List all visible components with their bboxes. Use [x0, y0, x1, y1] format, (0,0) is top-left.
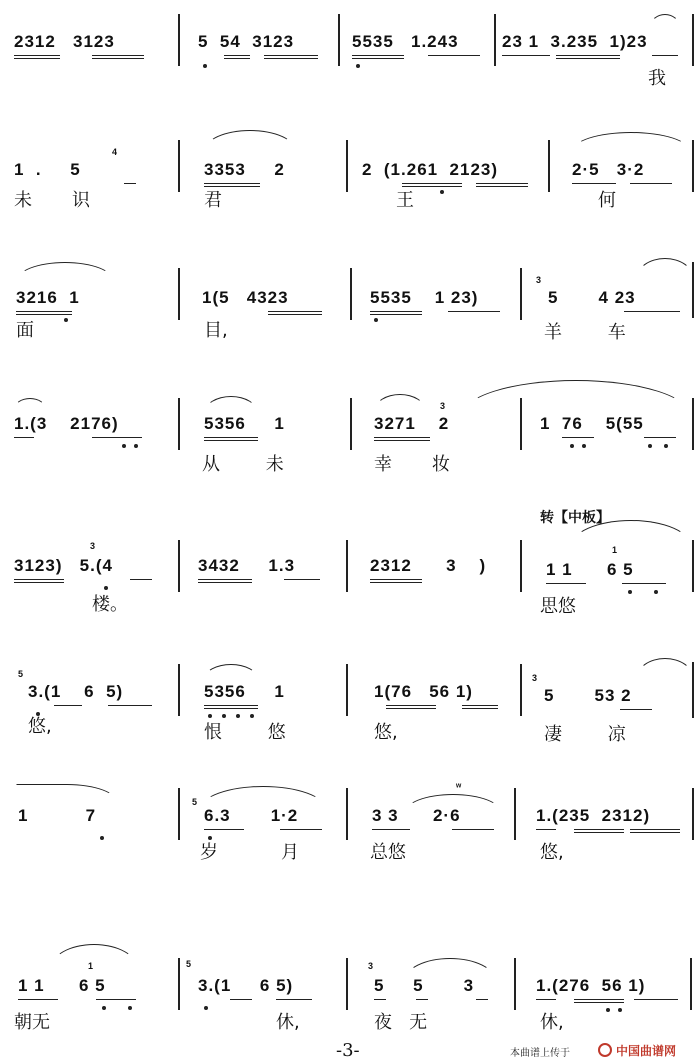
barline [178, 14, 180, 66]
underline [462, 708, 498, 709]
slur [50, 944, 138, 969]
underline [556, 58, 620, 59]
underline [620, 709, 652, 710]
lyrics-r7-m2: 岁 月 [200, 842, 299, 863]
lyrics-r4-m2: 从 未 [202, 454, 284, 475]
underline [634, 999, 678, 1000]
underline [374, 440, 430, 441]
underline [402, 183, 462, 184]
notes-r8-m1: 1 1 6 5 [18, 976, 106, 995]
notes-r6-m3: 1(76 56 1) [374, 682, 473, 701]
notes-r1-m1: 2312 3123 [14, 32, 115, 51]
notes-r8-m2: 3.(1 6 5) [198, 976, 294, 995]
low-octave-dot [664, 444, 668, 448]
slur [636, 658, 694, 679]
underline [428, 55, 480, 56]
lyrics-r7-m4: 悠, [540, 842, 564, 863]
notes-r8-m4: 1.(276 56 1) [536, 976, 646, 995]
underline [386, 708, 436, 709]
underline [370, 314, 422, 315]
underline [14, 55, 60, 56]
grace-note: 5 [186, 959, 192, 969]
low-octave-dot [104, 586, 108, 590]
underline [416, 999, 428, 1000]
underline [370, 311, 422, 312]
barline [692, 140, 694, 192]
underline [630, 829, 680, 830]
slur [374, 394, 426, 411]
underline [230, 999, 252, 1000]
underline [92, 55, 144, 56]
low-octave-dot [222, 714, 226, 718]
notes-r7-m2: 6.3 1·2 [204, 806, 299, 825]
grace-note: 3 [532, 673, 538, 683]
slur [204, 130, 296, 151]
low-octave-dot [628, 590, 632, 594]
notes-r4-m3: 3271 2 [374, 414, 450, 433]
notes-r7-m3: 3 3 2·6 [372, 806, 461, 825]
lyrics-r2-m3: 王 [396, 190, 414, 211]
grace-note: 1 [88, 961, 94, 971]
barline [178, 268, 180, 320]
barline [520, 540, 522, 592]
notes-r3-m4: 5 4 23 [548, 288, 636, 307]
underline [224, 58, 250, 59]
underline [204, 440, 258, 441]
notes-r5-m2: 3432 1.3 [198, 556, 296, 575]
barline [692, 540, 694, 592]
underline [644, 437, 676, 438]
underline [574, 999, 624, 1000]
low-octave-dot [618, 1008, 622, 1012]
low-octave-dot [440, 190, 444, 194]
underline [264, 55, 318, 56]
barline [178, 664, 180, 716]
grace-note: 5 [18, 669, 24, 679]
underline [476, 183, 528, 184]
slur [636, 258, 694, 279]
notes-r8-m3: 5 5 3 [374, 976, 475, 995]
underline [14, 582, 64, 583]
notes-r2-m3: 2 (1.261 2123) [362, 160, 499, 179]
lyrics-r5-m4: 思悠 [540, 596, 576, 617]
slur [204, 396, 258, 413]
underline [96, 999, 136, 1000]
underline [130, 579, 152, 580]
lyrics-r3-m2: 目, [204, 320, 228, 341]
lyrics-r2-m1: 未 识 [14, 190, 91, 211]
barline [690, 958, 692, 1010]
notes-r7-m1: 1 7 [18, 806, 97, 825]
low-octave-dot [102, 1006, 106, 1010]
underline [402, 186, 462, 187]
barline [692, 262, 694, 318]
underline [268, 311, 322, 312]
lyrics-r8-m3: 夜 无 [374, 1012, 428, 1033]
notes-r1-m4: 23 1 3.235 1)23 [502, 32, 648, 51]
barline [178, 140, 180, 192]
underline [536, 829, 556, 830]
underline [556, 55, 620, 56]
underline [624, 311, 680, 312]
underline [562, 437, 594, 438]
notes-r4-m1: 1.(3 2176) [14, 414, 119, 433]
mordent-icon: ʷ [456, 782, 462, 793]
barline [178, 540, 180, 592]
underline [16, 314, 72, 315]
underline [264, 58, 318, 59]
underline [536, 999, 556, 1000]
lyrics-r1-m4: 我 [648, 68, 666, 89]
underline [352, 55, 404, 56]
underline [198, 582, 252, 583]
notes-r5-m1: 3123) 5.(4 [14, 556, 113, 575]
low-octave-dot [374, 318, 378, 322]
lyrics-r8-m2: 休, [276, 1012, 300, 1033]
low-octave-dot [134, 444, 138, 448]
notes-r1-m2: 5 54 3123 [198, 32, 295, 51]
low-octave-dot [208, 836, 212, 840]
barline [514, 958, 516, 1010]
underline [14, 437, 34, 438]
notes-r4-m2: 5356 1 [204, 414, 285, 433]
underline [448, 311, 500, 312]
underline [276, 999, 312, 1000]
slur [460, 380, 692, 417]
underline [204, 183, 260, 184]
page-number: -3- [336, 1040, 360, 1061]
notes-r2-m1: 1 . 5 [14, 160, 81, 179]
notes-r2-m2: 3353 2 [204, 160, 285, 179]
slur [204, 664, 258, 679]
underline [352, 58, 404, 59]
low-octave-dot [204, 1006, 208, 1010]
notes-r6-m4: 5 53 2 [544, 686, 632, 705]
lyrics-r5-m1: 楼。 [92, 594, 128, 615]
underline [630, 183, 672, 184]
underline [124, 183, 136, 184]
notes-r4-m4: 1 76 5(55 [540, 414, 644, 433]
barline [520, 664, 522, 716]
notes-r3-m3: 5535 1 23) [370, 288, 479, 307]
low-octave-dot [606, 1008, 610, 1012]
underline [204, 186, 260, 187]
barline [520, 268, 522, 320]
lyrics-r3-m1: 面 [16, 320, 34, 341]
underline [372, 829, 410, 830]
grace-note: 4 [112, 147, 118, 157]
low-octave-dot [128, 1006, 132, 1010]
grace-note: 3 [536, 275, 542, 285]
notes-r6-m1: 3.(1 6 5) [28, 682, 124, 701]
underline [574, 829, 624, 830]
grace-note: 3 [368, 961, 374, 971]
barline [178, 958, 180, 1010]
underline [630, 832, 680, 833]
underline [204, 437, 258, 438]
lyrics-r6-m3: 悠, [374, 722, 398, 743]
slur [572, 132, 690, 151]
barline [346, 958, 348, 1010]
underline [198, 579, 252, 580]
underline [280, 829, 322, 830]
slur [650, 14, 680, 27]
lyrics-r4-m3: 幸 妆 [374, 454, 451, 475]
low-octave-dot [203, 64, 207, 68]
low-octave-dot [100, 836, 104, 840]
low-octave-dot [122, 444, 126, 448]
grace-note: 1 [612, 545, 618, 555]
underline [452, 829, 494, 830]
underline [92, 58, 144, 59]
lyrics-r2-m4: 何 [598, 190, 616, 211]
upload-credit: 本曲谱上传于 [510, 1048, 570, 1059]
low-octave-dot [582, 444, 586, 448]
underline [370, 579, 422, 580]
underline [204, 708, 258, 709]
notes-r1-m3: 5535 1.243 [352, 32, 459, 51]
low-octave-dot [654, 590, 658, 594]
notes-r3-m1: 3216 1 [16, 288, 80, 307]
underline [386, 705, 436, 706]
slur [16, 262, 114, 281]
low-octave-dot [356, 64, 360, 68]
underline [476, 999, 488, 1000]
underline [54, 705, 82, 706]
low-octave-dot [208, 714, 212, 718]
underline [622, 583, 666, 584]
barline [346, 664, 348, 716]
underline [502, 55, 550, 56]
slur [14, 398, 46, 409]
underline [574, 832, 624, 833]
underline [108, 705, 152, 706]
underline [370, 582, 422, 583]
underline [476, 186, 528, 187]
grace-note: 3 [440, 401, 446, 411]
site-name-link[interactable]: 中国曲谱网 [616, 1044, 677, 1058]
notes-r7-m4: 1.(235 2312) [536, 806, 651, 825]
notes-r6-m2: 5356 1 [204, 682, 285, 701]
underline [268, 314, 322, 315]
slur [16, 784, 118, 803]
lyrics-r8-m1: 朝无 [14, 1012, 50, 1033]
barline [346, 788, 348, 840]
grace-note: 3 [90, 541, 96, 551]
barline [692, 788, 694, 840]
underline [284, 579, 320, 580]
barline [692, 14, 694, 66]
low-octave-dot [570, 444, 574, 448]
barline [346, 140, 348, 192]
underline [462, 705, 498, 706]
underline [224, 55, 250, 56]
lyrics-r6-m2: 恨 悠 [204, 722, 286, 743]
barline [692, 398, 694, 450]
low-octave-dot [64, 318, 68, 322]
barline [178, 398, 180, 450]
underline [374, 437, 430, 438]
underline [574, 1002, 624, 1003]
underline [204, 829, 244, 830]
underline [18, 999, 58, 1000]
underline [652, 55, 678, 56]
barline [514, 788, 516, 840]
low-octave-dot [250, 714, 254, 718]
barline [520, 398, 522, 450]
underline [16, 311, 72, 312]
underline [92, 437, 142, 438]
underline [546, 583, 586, 584]
barline [548, 140, 550, 192]
lyrics-r3-m4: 羊 车 [544, 322, 626, 343]
lyrics-r6-m4: 凄 凉 [544, 724, 626, 745]
notes-r2-m4: 2·5 3·2 [572, 160, 645, 179]
lyrics-r2-m2: 君 [204, 190, 222, 211]
barline [494, 14, 496, 66]
notes-r3-m2: 1(5 4323 [202, 288, 289, 307]
underline [14, 58, 60, 59]
underline [204, 705, 258, 706]
notes-r5-m4: 1 1 6 5 [546, 560, 634, 579]
barline [338, 14, 340, 66]
barline [178, 788, 180, 840]
lyrics-r8-m4: 休, [540, 1012, 564, 1033]
low-octave-dot [648, 444, 652, 448]
lyrics-r7-m3: 总悠 [370, 842, 406, 863]
underline [572, 183, 616, 184]
underline [374, 999, 386, 1000]
low-octave-dot [236, 714, 240, 718]
barline [346, 540, 348, 592]
barline [350, 398, 352, 450]
site-logo-icon [598, 1043, 612, 1057]
barline [692, 662, 694, 718]
underline [14, 579, 64, 580]
tempo-change-label: 转【中板】 [540, 510, 610, 526]
barline [350, 268, 352, 320]
grace-note: 5 [192, 797, 198, 807]
lyrics-r6-m1: 悠, [28, 716, 52, 737]
notes-r5-m3: 2312 3 ) [370, 556, 487, 575]
